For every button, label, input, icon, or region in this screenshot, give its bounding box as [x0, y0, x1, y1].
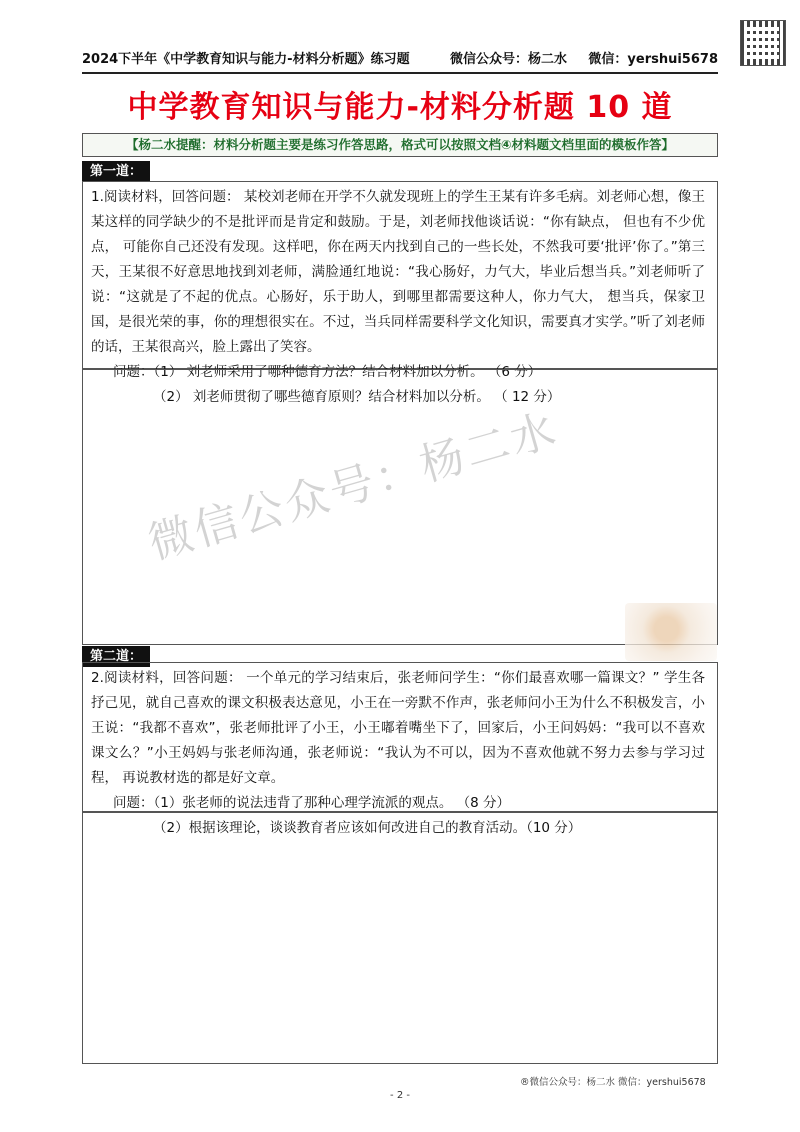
section-label-1: 第一道：	[82, 161, 150, 182]
question-1-sub-2: （2） 刘老师贯彻了哪些德育原则？结合材料加以分析。 （ 12 分）	[153, 389, 561, 405]
header-doc-title: 2024下半年《中学教育知识与能力-材料分析题》练习题	[82, 52, 410, 67]
reminder-banner: 【杨二水提醒：材料分析题主要是练习作答思路，格式可以按照文档④材料题文档里面的模板作答】	[82, 133, 718, 157]
page-number: - 2 -	[390, 1090, 410, 1101]
question-2-material: 2.阅读材料，回答问题： 一个单元的学习结束后，张老师问学生：“你们最喜欢哪一篇课文？” 学生各抒己见，就自己喜欢的课文积极表达意见，小王在一旁默不作声，张老师问小王为什么不积极发言，小王说：“我都不喜欢”，张老师批评了小王，小王嘟着嘴坐下了，回家后，小王问妈妈：“我可以不喜欢课文么？”小王妈妈与张老师沟通，张老师说：“我认为不可以，因为不喜欢他就不努力去参与学习过程， 再说教材选的都是好文章。	[91, 670, 705, 786]
question-1-material: 1.阅读材料，回答问题： 某校刘老师在开学不久就发现班上的学生王某有许多毛病。刘老师心想，像王某这样的同学缺少的不是批评而是肯定和鼓励。于是，刘老师找他谈话说：“你有缺点， 但也有不少优点， 可能你自己还没有发现。这样吧，你在两天内找到自己的一些长处，不然我可要‘批评’你了。”第三天，王某很不好意思地找到刘老师，满脸通红地说：“我心肠好，力气大，毕业后想当兵。”刘老师听了说：“这就是了不起的优点。心肠好，乐于助人，到哪里都需要这种人，你力气大， 想当兵，保家卫国，是很光荣的事，你的理想很实在。不过，当兵同样需要科学文化知识，需要真才实学。”听了刘老师的话，王某很高兴，脸上露出了笑容。	[91, 189, 705, 355]
question-box-1	[82, 181, 718, 405]
section-label-2: 第二道：	[82, 646, 150, 667]
page-footer: ®微信公众号：杨二水 微信：yershui5678	[520, 1077, 706, 1088]
page-header	[82, 44, 718, 74]
question-2-sub-2: （2）根据该理论，谈谈教育者应该如何改进自己的教育活动。（10 分）	[153, 820, 582, 836]
watermark-logo	[625, 603, 717, 661]
qr-code-icon	[740, 20, 786, 66]
page-title: 中学教育知识与能力-材料分析题 10 道	[127, 90, 673, 125]
question-2-sub-1: 问题：（1）张老师的说法违背了那种心理学流派的观点。 （8 分）	[113, 795, 511, 811]
watermark-text: 微信公众号：杨二水	[143, 403, 564, 570]
header-wechat-account: 微信公众号：杨二水	[450, 52, 568, 67]
header-wechat-id: 微信：yershui5678	[588, 52, 718, 67]
question-box-2	[82, 662, 718, 836]
question-1-sub-1: 问题：（1） 刘老师采用了哪种德育方法？结合材料加以分析。 （6 分）	[113, 364, 542, 380]
answer-area-2[interactable]	[82, 812, 718, 1064]
